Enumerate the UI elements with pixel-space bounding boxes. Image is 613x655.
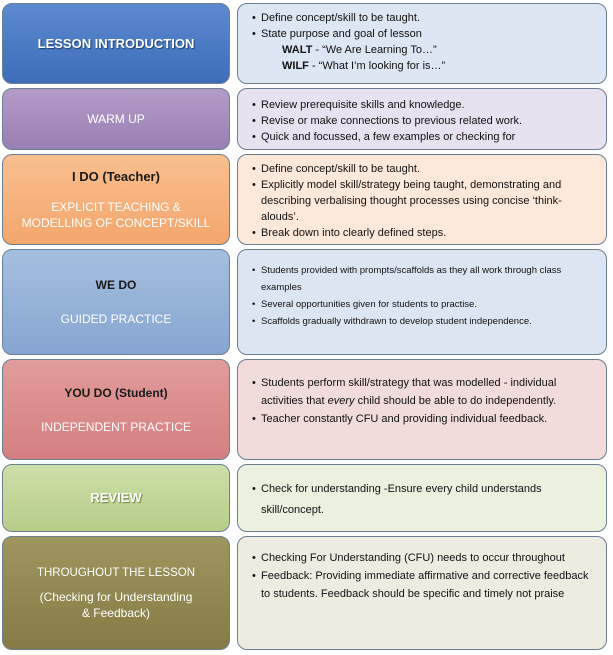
detail-item: • Review prerequisite skills and knowledge. — [252, 97, 598, 113]
detail-item: • Feedback: Providing immediate affirmative and corrective feedback to students. Feedback should be specific and timely not praise — [252, 567, 598, 603]
detail-item: • Several opportunities given for students to practise. — [252, 296, 598, 313]
you-do-box — [2, 359, 230, 460]
detail-item: • Students provided with prompts/scaffolds as they all work through class examples — [252, 262, 598, 296]
modelling-label: MODELLING OF CONCEPT/SKILL — [21, 215, 211, 230]
feedback-label: & Feedback) — [81, 606, 151, 620]
we-do-details — [237, 249, 607, 355]
lesson-introduction-box — [2, 3, 230, 84]
walt-key: WALT — [282, 44, 313, 56]
i-do-label: I DO (Teacher) — [72, 168, 160, 184]
detail-item: • Revise or make connections to previous related work. — [252, 113, 598, 129]
detail-text: child should be able to do independently. — [354, 395, 557, 407]
detail-item — [252, 374, 598, 410]
wilf-text: - “What I’m looking for is…” — [308, 60, 446, 72]
wilf-key: WILF — [282, 60, 309, 72]
review-box — [2, 464, 230, 532]
detail-item: • Scaffolds gradually withdrawn to develop student independence. — [252, 313, 598, 330]
detail-item: • Check for understanding -Ensure every child understands skill/concept. — [252, 479, 598, 521]
detail-item: • Explicitly model skill/strategy being taught, demonstrating and describing verbalising thought processes using concise ‘think-alouds’. — [252, 177, 598, 225]
walt-item — [252, 42, 598, 58]
detail-item: • State purpose and goal of lesson — [252, 26, 598, 42]
detail-emphasis: every — [327, 395, 355, 407]
detail-item: • Checking For Understanding (CFU) needs to occur throughout — [252, 549, 598, 567]
i-do-box — [2, 154, 230, 245]
explicit-teaching-label: EXPLICIT TEACHING & — [51, 199, 181, 214]
detail-item: • Quick and focussed, a few examples or checking for — [252, 129, 598, 145]
cfu-label: (Checking for Understanding — [39, 590, 193, 604]
independent-practice-label: INDEPENDENT PRACTICE — [41, 419, 191, 434]
throughout-lesson-box — [2, 536, 230, 650]
detail-text: Students perform skill/strategy that was modelled - individual activities that — [261, 377, 557, 407]
detail-item: • Teacher constantly CFU and providing individual feedback. — [252, 410, 598, 428]
i-do-details — [237, 154, 607, 245]
we-do-box — [2, 249, 230, 355]
guided-practice-label: GUIDED PRACTICE — [60, 312, 172, 326]
warm-up-label: WARM UP — [87, 112, 145, 126]
detail-item: • Break down into clearly defined steps. — [252, 225, 598, 241]
review-label: REVIEW — [90, 490, 142, 505]
warm-up-details — [237, 88, 607, 150]
warm-up-box — [2, 88, 230, 150]
you-do-details — [237, 359, 607, 460]
throughout-lesson-details — [237, 536, 607, 650]
lesson-introduction-details — [237, 3, 607, 84]
detail-item: • Define concept/skill to be taught. — [252, 10, 598, 26]
throughout-lesson-label: THROUGHOUT THE LESSON — [36, 567, 196, 579]
review-details — [237, 464, 607, 532]
wilf-item — [252, 58, 598, 74]
walt-text: - “We Are Learning To…” — [312, 44, 437, 56]
we-do-label: WE DO — [95, 278, 137, 292]
detail-item: • Define concept/skill to be taught. — [252, 161, 598, 177]
lesson-introduction-label: LESSON INTRODUCTION — [37, 35, 195, 51]
you-do-label: YOU DO (Student) — [64, 385, 168, 400]
